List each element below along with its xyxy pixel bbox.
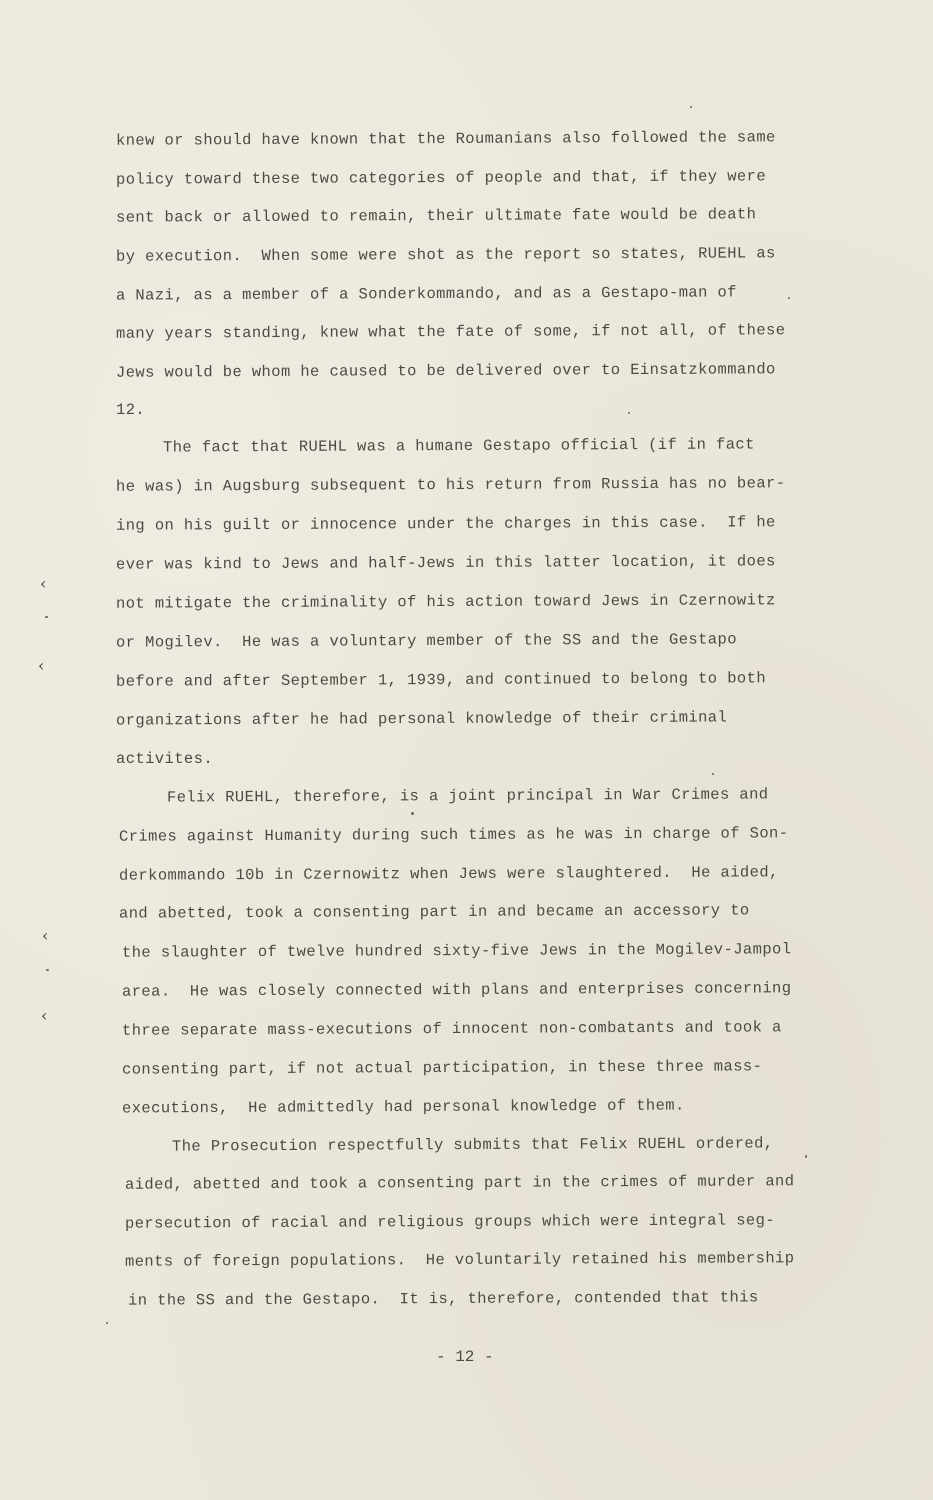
text-line: the slaughter of twelve hundred sixty-five Jews in the Mogilev-Jampol (121, 940, 792, 962)
text-line: three separate mass-executions of innocent non-combatants and took a (121, 1018, 782, 1040)
text-line: area. He was closely connected with plans and enterprises concerning (121, 979, 792, 1001)
paragraph-first-line: Felix RUEHL, therefore, is a joint principal in War Crimes and (166, 785, 769, 807)
text-line: policy toward these two categories of people and that, if they were (115, 167, 767, 189)
binding-hole-mark: ‹ (42, 926, 49, 945)
scan-speck (106, 1322, 108, 1324)
text-line: before and after September 1, 1939, and continued to belong to both (115, 669, 767, 691)
text-line: ever was kind to Jews and half-Jews in this latter location, it does (115, 552, 776, 574)
text-line: ments of foreign populations. He voluntarily retained his membership (124, 1249, 795, 1271)
text-line: consenting part, if not actual participation, in these three mass- (121, 1057, 763, 1079)
scan-speck (788, 297, 790, 299)
scan-speck (46, 969, 49, 971)
paragraph-first-line: The Prosecution respectfully submits that Felix RUEHL ordered, (171, 1134, 774, 1156)
text-line: aided, abetted and took a consenting part in the crimes of murder and (124, 1172, 795, 1194)
text-line: organizations after he had personal knowledge of their criminal (115, 708, 728, 730)
text-line: and abetted, took a consenting part in and became an accessory to (118, 901, 750, 923)
text-line: many years standing, knew what the fate of some, if not all, of these (115, 321, 786, 343)
text-line: Jews would be whom he caused to be delivered over to Einsatzkommando (115, 360, 776, 382)
text-line: derkommando 10b in Czernowitz when Jews were slaughtered. He aided, (118, 863, 779, 885)
text-line: activites. (116, 750, 214, 768)
text-line: a Nazi, as a member of a Sonderkommando, and as a Gestapo-man of (115, 283, 737, 305)
text-line: Crimes against Humanity during such times as he was in charge of Son- (118, 824, 789, 846)
scan-speck (690, 106, 692, 108)
text-line: not mitigate the criminality of his action toward Jews in Czernowitz (115, 591, 776, 613)
page-number: - 12 - (436, 1348, 494, 1366)
binding-hole-mark: ‹ (38, 656, 45, 675)
text-line: executions, He admittedly had personal knowledge of them. (121, 1096, 685, 1118)
binding-hole-mark: ‹ (41, 1006, 48, 1025)
text-line: by execution. When some were shot as the report so states, RUEHL as (115, 244, 776, 266)
scan-speck (712, 773, 714, 775)
paragraph-first-line: The fact that RUEHL was a humane Gestapo official (if in fact (162, 435, 755, 457)
text-line: ing on his guilt or innocence under the charges in this case. If he (115, 513, 776, 535)
text-line: in the SS and the Gestapo. It is, therefore, contended that this (127, 1288, 759, 1310)
scan-speck (805, 1155, 807, 1158)
binding-hole-mark: ‹ (40, 574, 47, 593)
scan-speck (628, 412, 630, 414)
scan-speck (45, 616, 48, 618)
text-line: knew or should have known that the Roumanians also followed the same (115, 128, 776, 150)
text-line: sent back or allowed to remain, their ultimate fate would be death (115, 205, 757, 227)
scan-speck (411, 812, 414, 815)
text-line: 12. (116, 401, 146, 419)
text-line: persecution of racial and religious groups which were integral seg- (124, 1211, 776, 1233)
text-line: or Mogilev. He was a voluntary member of the SS and the Gestapo (115, 630, 737, 652)
text-line: he was) in Augsburg subsequent to his return from Russia has no bear- (115, 474, 786, 496)
